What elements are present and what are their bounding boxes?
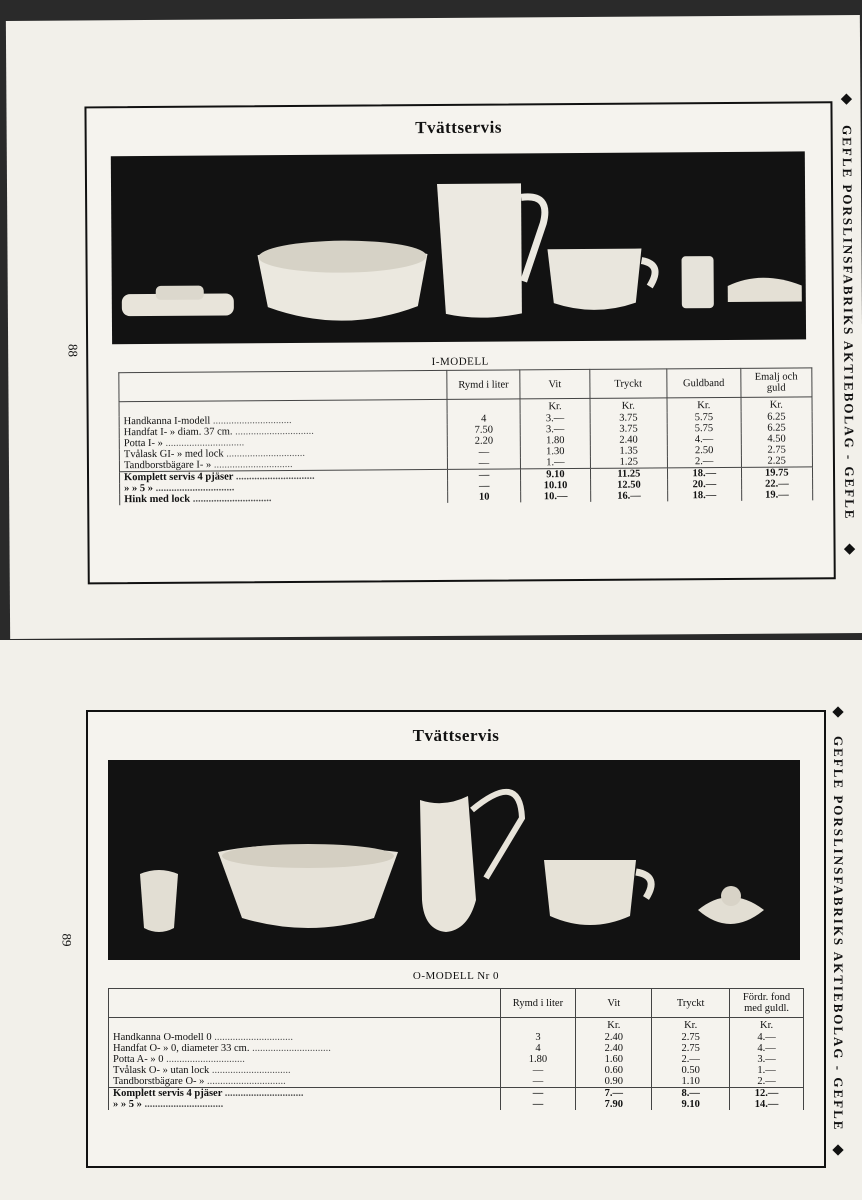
set-name: » » 5 » ..............................	[120, 481, 448, 494]
pitcher-icon	[420, 796, 476, 932]
page-number: 89	[59, 933, 75, 947]
price-table	[108, 988, 804, 1110]
table-row	[109, 1054, 804, 1065]
price-cell: —	[447, 446, 520, 458]
item-model: A-	[136, 1054, 148, 1065]
table-row	[109, 1032, 804, 1043]
unit-label: Kr.	[590, 398, 667, 413]
item-name: Potta	[113, 1054, 135, 1065]
price-cell: 6.25	[741, 422, 812, 433]
col-header: Rymd i liter	[447, 370, 521, 400]
item-desc: 0	[206, 1032, 212, 1043]
col-header: Guldband	[667, 368, 741, 398]
set-name: » » 5 » ..............................	[109, 1099, 501, 1110]
price-cell: 3.75	[590, 423, 667, 435]
unit-label: Kr.	[576, 1018, 652, 1033]
item-name: Tandborstbägare	[113, 1076, 183, 1087]
unit-label: Kr.	[652, 1018, 730, 1033]
price-cell: 10.10	[521, 480, 590, 491]
catalog-frame	[86, 710, 826, 1168]
price-cell: 3	[500, 1032, 576, 1043]
table-row	[109, 1088, 804, 1100]
set-name: Komplett servis 4 pjäser ..............................	[109, 1088, 501, 1100]
price-cell: 2.40	[590, 434, 667, 446]
price-cell: 16.—	[590, 490, 667, 502]
price-cell: 1.60	[576, 1054, 652, 1065]
page-number: 88	[65, 343, 81, 358]
price-cell: 9.10	[521, 468, 590, 480]
price-table	[118, 367, 813, 505]
item-name: Handfat	[123, 426, 158, 439]
price-cell: 1.—	[521, 457, 590, 469]
item-model: O-	[149, 1043, 161, 1054]
price-cell: 1.80	[521, 435, 590, 446]
price-cell: 7.50	[447, 424, 520, 436]
price-cell: 3.—	[520, 413, 589, 424]
item-name: Tvålask GI- » med lock ..............................	[119, 447, 447, 460]
chamber-pot-icon	[544, 860, 636, 925]
price-cell: 2.—	[667, 456, 741, 468]
price-cell: 3.—	[520, 424, 589, 435]
table-row	[109, 1099, 804, 1110]
price-cell: 7.—	[576, 1088, 652, 1100]
price-cell: 7.90	[576, 1099, 652, 1110]
item-name: Komplett servis 4 pjäser	[124, 471, 234, 484]
price-cell: 2.75	[652, 1032, 730, 1043]
unit-label: Kr.	[741, 397, 813, 412]
col-header: Emalj och guld	[740, 368, 812, 397]
chamber-pot-icon	[547, 249, 641, 311]
price-cell: 1.35	[590, 445, 667, 457]
col-header: Vit	[576, 989, 652, 1018]
price-cell: 0.50	[652, 1065, 730, 1076]
page-title: Tvättservis	[412, 726, 500, 745]
price-cell: 19.75	[741, 467, 813, 479]
price-cell: —	[447, 480, 520, 492]
price-cell: 0.60	[576, 1065, 652, 1076]
price-cell: 2.75	[652, 1043, 730, 1054]
price-cell: 2.40	[576, 1032, 652, 1043]
item-name: Handfat	[113, 1043, 147, 1054]
item-name: Tandborstbägare	[123, 459, 194, 472]
price-cell: 11.25	[590, 468, 667, 480]
item-name: Handkanna I-modell ..............................	[119, 414, 447, 427]
price-cell: 2.—	[730, 1076, 804, 1088]
item-name: Tvålask O- » utan lock ..............................	[109, 1065, 501, 1076]
toothbrush-holder-icon	[140, 870, 178, 932]
catalog-page-89	[0, 640, 862, 1200]
side-company-text: GEFLE PORSLINSFABRIKS AKTIEBOLAG - GEFLE	[831, 736, 846, 1132]
table-row	[109, 1043, 804, 1054]
col-header: Vit	[520, 369, 590, 398]
item-model: O-modell	[163, 1032, 204, 1043]
price-cell: —	[500, 1076, 576, 1088]
price-cell: 5.75	[667, 423, 741, 435]
col-header: Rymd i liter	[500, 989, 576, 1018]
price-cell: 1.25	[590, 456, 667, 468]
item-model: O-	[148, 1065, 160, 1076]
catalog-frame	[84, 101, 835, 584]
item-desc: » 0	[150, 1054, 164, 1065]
side-company-text: GEFLE PORSLINSFABRIKS AKTIEBOLAG - GEFLE	[839, 125, 858, 521]
item-model: I-modell	[174, 415, 211, 427]
product-photo	[111, 151, 806, 344]
unit-label: Kr.	[520, 398, 589, 413]
price-cell: 3.75	[590, 412, 667, 424]
price-cell: —	[500, 1088, 576, 1100]
price-cell: 8.—	[652, 1088, 730, 1100]
item-desc: » med lock	[176, 448, 224, 460]
item-model: I-	[196, 459, 204, 471]
price-cell: 22.—	[741, 478, 812, 489]
item-desc: »	[205, 459, 212, 471]
price-cell: 2.75	[741, 444, 812, 455]
item-model: O-	[185, 1076, 197, 1087]
item-name: Tvålask	[123, 448, 158, 461]
price-cell: 5.75	[667, 412, 741, 424]
model-label: O-MODELL Nr 0	[412, 970, 500, 982]
price-cell: 2.20	[447, 435, 520, 447]
price-cell: 4	[500, 1043, 576, 1054]
item-name: Handkanna O-modell 0 ..............................	[109, 1032, 501, 1043]
col-header: Tryckt	[652, 989, 730, 1018]
price-cell: 4.—	[667, 434, 741, 446]
catalog-page-88	[6, 15, 862, 639]
price-cell: 4.—	[730, 1043, 804, 1054]
price-cell: 12.—	[730, 1088, 804, 1100]
item-name: Handkanna	[113, 1032, 161, 1043]
toothbrush-holder-icon	[682, 256, 714, 308]
table-row	[109, 1076, 804, 1088]
price-cell: 19.—	[741, 489, 812, 500]
item-model: I-	[160, 426, 168, 438]
item-name: Handfat O- » 0, diameter 33 cm. ..............................	[109, 1043, 501, 1054]
col-header: Fördr. fond med guldl.	[730, 989, 804, 1018]
washset-illustration	[108, 760, 800, 960]
price-cell: —	[500, 1099, 576, 1110]
item-name: Hink med lock	[124, 493, 191, 506]
table-header-blank	[109, 989, 501, 1018]
pitcher-icon	[437, 183, 522, 318]
item-name: Handfat I- » diam. 37 cm. ..............................	[119, 425, 447, 438]
price-cell: 14.—	[730, 1099, 804, 1110]
item-name: Tandborstbägare O- » ..............................	[109, 1076, 501, 1088]
price-cell: 0.90	[576, 1076, 652, 1088]
price-cell: 2.25	[741, 455, 813, 467]
item-desc: »	[199, 1076, 205, 1087]
price-cell: —	[447, 469, 520, 481]
soap-box-icon	[728, 277, 802, 302]
set-name: Komplett servis 4 pjäser ..............................	[120, 469, 448, 483]
item-name: Tvålask	[113, 1065, 147, 1076]
item-model: GI-	[159, 448, 175, 460]
table-header-blank	[119, 370, 447, 401]
price-cell: 4.50	[741, 433, 812, 444]
price-cell: 1.10	[652, 1076, 730, 1088]
product-photo	[108, 760, 800, 960]
table-row	[109, 1065, 804, 1076]
price-cell: 4.—	[730, 1032, 804, 1043]
item-desc: » 0, diameter 33 cm.	[163, 1043, 250, 1054]
item-model: I-	[147, 437, 156, 450]
item-name: » » 5 »	[113, 1099, 142, 1110]
price-cell: 3.—	[730, 1054, 804, 1065]
price-cell: 1.—	[730, 1065, 804, 1076]
unit-label: Kr.	[730, 1018, 804, 1033]
price-cell: —	[500, 1065, 576, 1076]
diamond-ornament	[832, 706, 843, 717]
col-header: Tryckt	[589, 369, 667, 399]
price-cell: 4	[447, 413, 520, 425]
item-desc: » utan lock	[162, 1065, 210, 1076]
price-cell: 10	[448, 491, 521, 503]
price-cell: 1.30	[521, 446, 590, 457]
page-title: Tvättservis	[415, 117, 503, 138]
price-cell: —	[447, 457, 520, 469]
diamond-ornament	[832, 1144, 843, 1155]
item-name: Potta I- » ..............................	[119, 436, 447, 449]
item-desc: » diam. 37 cm.	[169, 426, 233, 438]
item-name: Potta	[123, 438, 146, 450]
price-cell: 2.—	[652, 1054, 730, 1065]
item-name: Komplett servis 4 pjäser	[113, 1088, 223, 1099]
price-cell: 6.25	[741, 411, 812, 422]
item-name: Handkanna	[123, 415, 172, 428]
price-cell: 10.—	[521, 491, 590, 502]
model-label: I-MODELL	[431, 355, 489, 369]
price-cell: 18.—	[667, 467, 741, 479]
price-cell: 12.50	[590, 479, 667, 491]
set-name: Hink med lock ..............................	[120, 492, 448, 505]
diamond-ornament	[844, 543, 855, 554]
price-cell: 2.50	[667, 445, 741, 457]
price-cell: 9.10	[652, 1099, 730, 1110]
price-cell: 1.80	[500, 1054, 576, 1065]
price-cell: 2.40	[576, 1043, 652, 1054]
unit-label: Kr.	[667, 397, 741, 412]
item-name: Tandborstbägare I- » ..............................	[119, 458, 447, 472]
item-desc: »	[157, 437, 163, 449]
price-cell: 20.—	[668, 479, 742, 491]
item-name: Potta A- » 0 ..............................	[109, 1054, 501, 1065]
item-name: » » 5 »	[124, 482, 154, 495]
diamond-ornament	[841, 93, 852, 104]
washset-illustration	[111, 151, 806, 344]
price-cell: 18.—	[668, 490, 742, 502]
